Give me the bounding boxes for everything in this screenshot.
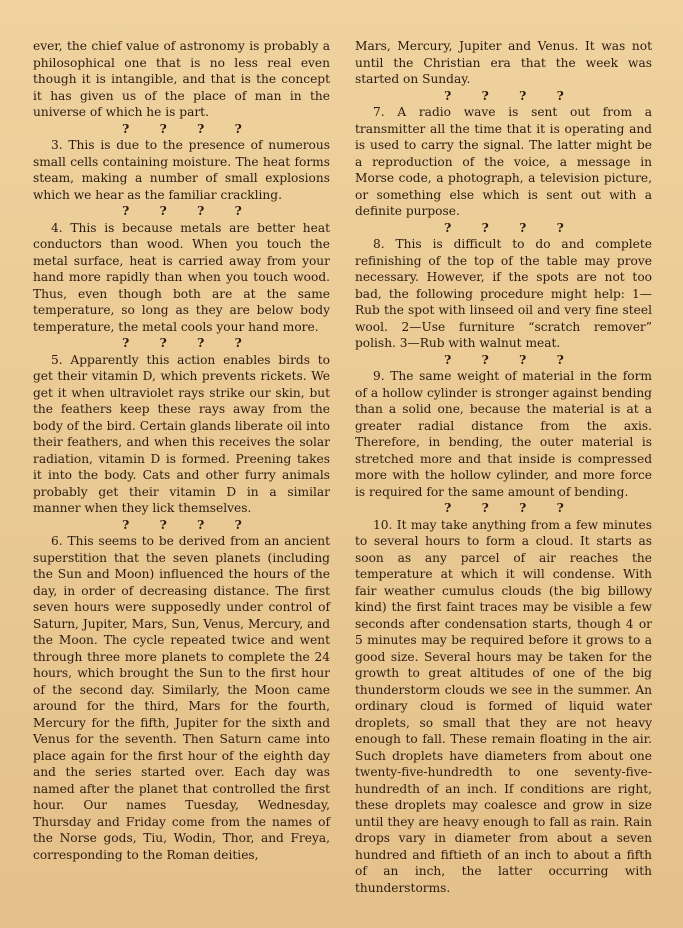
separator: ? ? ? ?	[444, 88, 564, 103]
separator: ? ? ? ?	[444, 352, 564, 367]
paragraph-9: 9. The same weight of material in the form of a hollow cylinder is stronger against bending than a solid one, because the material is at a greater radial distance from the axis. Therefore, in bending, the outer material is stretched more and that inside is compressed more with the hollow cylinder, and more force is required for the same amount of bending.	[355, 369, 652, 499]
separator: ? ? ? ?	[122, 336, 242, 350]
paragraph-10: 10. It may take anything from a few minutes to several hours to form a cloud. It starts as soon as any parcel of air reaches the temperature at which it will condense. With fair weather cumulus clouds (the big billowy kind) the first faint traces may be visible a few seconds after condensation starts, though 4 or 5 minutes may be required before it grows to a good size. Several hours may be taken for the growth to great altitudes of one of the big thunderstorm clouds we see in the summer. An ordinary cloud is formed of liquid water droplets, so small that they are not heavy enough to fall. These remain floating in the air. Such droplets have diameters from about one twenty-five-hundredth to one seventy-five-hundredth of an inch. If conditions are right, these droplets may coalesce and grow in size until they are heavy enough to fall as rain. Rain drops vary in diameter from about a seven hundred and fiftieth of an inch to about a fifth of an inch, the latter occurring with thunderstorms.	[355, 517, 652, 895]
separator: ? ? ? ?	[122, 517, 242, 532]
paragraph-8: 8. This is difficult to do and complete refinishing of the top of the table may prove necessary. However, if the spots are not too bad, the following procedure might help: 1—Rub the spot with linseed oil and very fine steel wool. 2—Use furniture “scratch remover” polish. 3—Rub with walnut meat.	[355, 237, 652, 350]
separator: ? ? ? ?	[122, 121, 242, 136]
paragraph-3: 3. This is due to the presence of numerous small cells containing moisture. The heat forms steam, making a number of small explosions which we hear as the familiar crackling.	[33, 138, 330, 202]
paragraph-6-continued: Mars, Mercury, Jupiter and Venus. It was not until the Christian era that the week was started on Sunday.	[355, 39, 652, 86]
separator: ? ? ? ?	[444, 501, 564, 515]
separator: ? ? ? ?	[122, 204, 242, 218]
right-column	[355, 38, 652, 896]
left-column	[33, 38, 330, 863]
paragraph-7: 7. A radio wave is sent out from a transmitter all the time that it is operating and is used to carry the signal. The latter might be a reproduction of the voice, a message in Morse code, a photograph, a television picture, or something else which is sent out with a definite purpose.	[355, 105, 652, 218]
paragraph-4: 4. This is because metals are better heat conductors than wood. When you touch the metal surface, heat is carried away from your hand more rapidly than when you touch wood. Thus, even though both are at the same temperature, so long as they are below body temperature, the metal cools your hand more.	[33, 220, 330, 334]
paragraph-2-continued: ever, the chief value of astronomy is probably a philosophical one that is no less real even though it is intangible, and that is the concept it has given us of the place of man in the universe of which he is part.	[33, 39, 330, 119]
paragraph-6: 6. This seems to be derived from an ancient superstition that the seven planets (including the Sun and Moon) influenced the hours of the day, in order of decreasing distance. The first seven hours were supposedly under control of Saturn, Jupiter, Mars, Sun, Venus, Mercury, and the Moon. The cycle repeated twice and went through three more planets to complete the 24 hours, which brought the Sun to the first hour of the second day. Similarly, the Moon came around for the third, Mars for the fourth, Mercury for the fifth, Jupiter for the sixth and Venus for the seventh. Then Saturn came into place again for the first hour of the eighth day and the series started over. Each day was named after the planet that controlled the first hour. Our names Tuesday, Wednesday, Thursday and Friday come from the names of the Norse gods, Tiu, Wodin, Thor, and Freya, corresponding to the Roman deities,	[33, 534, 330, 862]
separator: ? ? ? ?	[444, 220, 564, 235]
paragraph-5: 5. Apparently this action enables birds to get their vitamin D, which prevents rickets. We get it when ultraviolet rays strike our skin, but the feathers keep these rays away from the body of the bird. Certain glands liberate oil into their feathers, and when this receives the solar radiation, vitamin D is formed. Preening takes it into the body. Cats and other furry animals probably get their vitamin D in a similar manner when they lick themselves.	[33, 352, 330, 515]
